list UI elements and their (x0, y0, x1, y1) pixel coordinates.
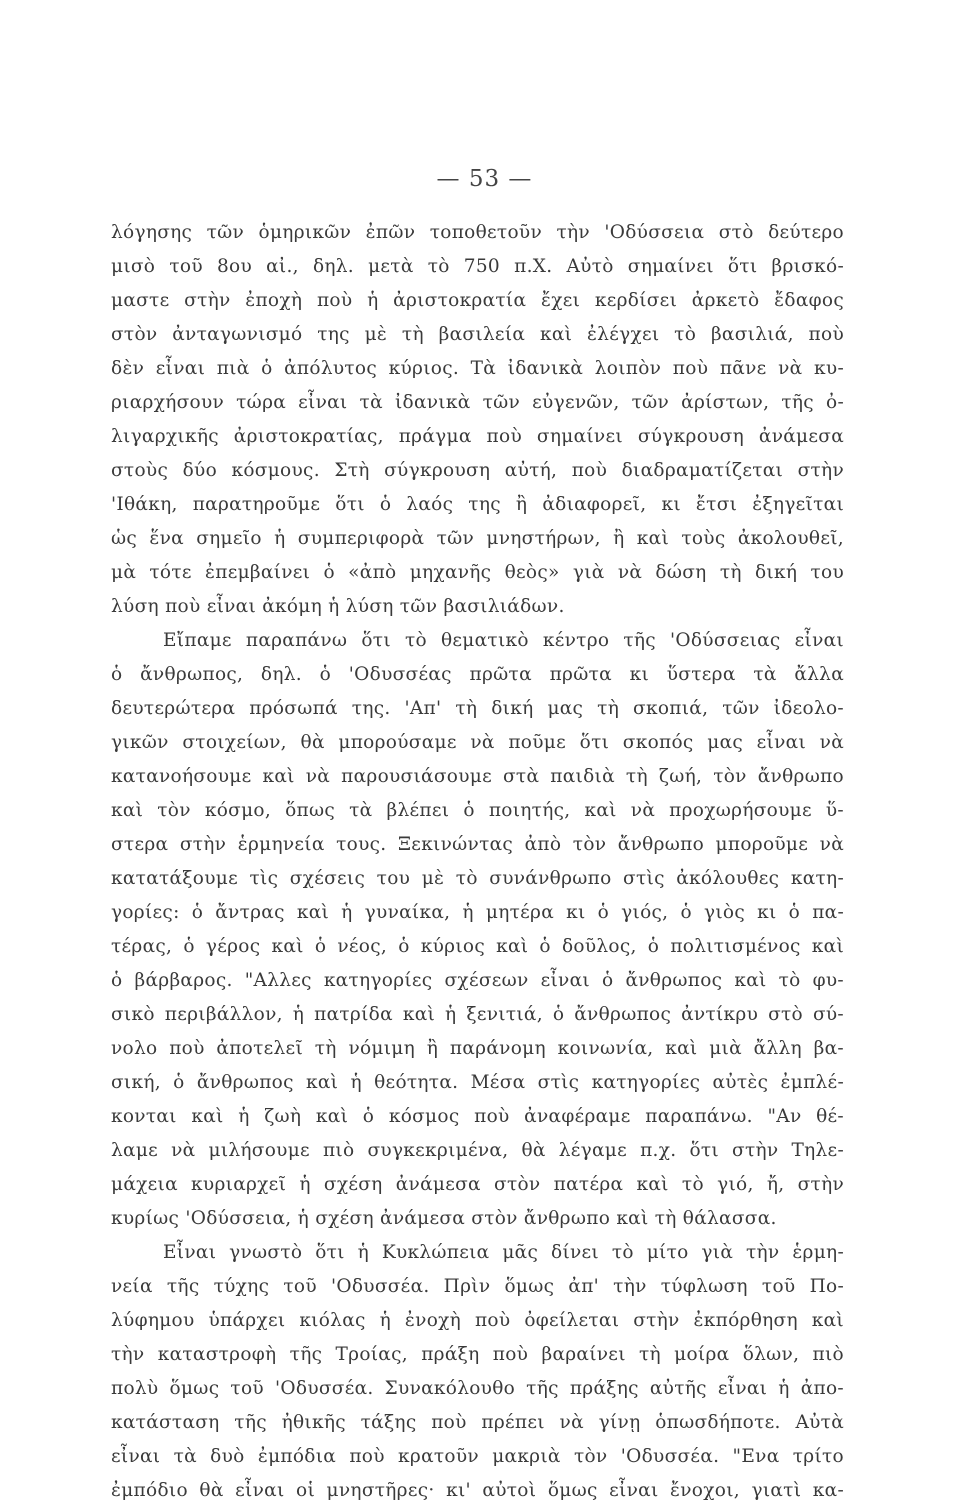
text-line: γικῶν στοιχείων, θὰ μπορούσαμε νὰ ποῦμε ὅτι σκοπός μας εἶναι νὰ (111, 732, 844, 753)
text-line: δὲν εἶναι πιὰ ὁ ἀπόλυτος κύριος. Τὰ ἰδανικὰ λοιπὸν ποὺ πᾶνε νὰ κυ- (111, 358, 844, 379)
text-line: μὰ τότε ἐπεμβαίνει ὁ «ἀπὸ μηχανῆς θεὸς» γιὰ νὰ δώση τὴ δική του (111, 562, 844, 583)
text-line: γορίες: ὁ ἄντρας καὶ ἡ γυναίκα, ἡ μητέρα κι ὁ γιός, ὁ γιὸς κι ὁ πα- (111, 902, 844, 923)
text-line: κατάσταση τῆς ἠθικῆς τάξης ποὺ πρέπει νὰ γίνῃ ὁπωσδήποτε. Αὐτὰ (111, 1412, 844, 1433)
text-line: κατανοήσουμε καὶ νὰ παρουσιάσουμε στὰ παιδιὰ τὴ ζωή, τὸν ἄνθρωπο (111, 766, 844, 787)
text-line: νολο ποὺ ἀποτελεῖ τὴ νόμιμη ἢ παράνομη κοινωνία, καὶ μιὰ ἄλλη βα- (111, 1038, 844, 1059)
text-line: μισὸ τοῦ 8ου αἰ., δηλ. μετὰ τὸ 750 π.Χ. Αὐτὸ σημαίνει ὅτι βρισκό- (111, 256, 844, 277)
text-line: Εἴπαμε παραπάνω ὅτι τὸ θεματικὸ κέντρο τῆς 'Οδύσσειας εἶναι (163, 630, 844, 651)
text-line: ὁ βάρβαρος. "Αλλες κατηγορίες σχέσεων εἶναι ὁ ἄνθρωπος καὶ τὸ φυ- (111, 970, 844, 991)
text-line: πολὺ ὅμως τοῦ 'Οδυσσέα. Συνακόλουθο τῆς πράξης αὐτῆς εἶναι ἡ ἀπο- (111, 1378, 844, 1399)
text-line: λύφημου ὑπάρχει κιόλας ἡ ἐνοχὴ ποὺ ὀφείλεται στὴν ἐκπόρθηση καὶ (111, 1310, 844, 1331)
text-line: ριαρχήσουν τώρα εἶναι τὰ ἰδανικὰ τῶν εὐγενῶν, τῶν ἀρίστων, τῆς ὀ- (111, 392, 844, 413)
text-line: εἶναι τὰ δυὸ ἐμπόδια ποὺ κρατοῦν μακριὰ τὸν 'Οδυσσέα. "Ενα τρίτο (111, 1446, 844, 1467)
body-text (111, 216, 844, 1508)
text-line: κονται καὶ ἡ ζωὴ καὶ ὁ κόσμος ποὺ ἀναφέραμε παραπάνω. "Αν θέ- (111, 1106, 844, 1127)
text-line: σικὸ περιβάλλον, ἡ πατρίδα καὶ ἡ ξενιτιά, ὁ ἄνθρωπος ἀντίκρυ στὸ σύ- (111, 1004, 844, 1025)
text-line: λαμε νὰ μιλήσουμε πιὸ συγκεκριμένα, θὰ λέγαμε π.χ. ὅτι στὴν Τηλε- (111, 1140, 844, 1161)
text-line: καὶ τὸν κόσμο, ὅπως τὰ βλέπει ὁ ποιητής, καὶ νὰ προχωρήσουμε ὕ- (111, 800, 844, 821)
text-line: στὸν ἀνταγωνισμό της μὲ τὴ βασιλεία καὶ ἐλέγχει τὸ βασιλιά, ποὺ (111, 324, 844, 345)
text-line: στοὺς δύο κόσμους. Στὴ σύγκρουση αὐτή, ποὺ διαδραματίζεται στὴν (111, 460, 844, 481)
text-line: λόγησης τῶν ὁμηρικῶν ἐπῶν τοποθετοῦν τὴν 'Οδύσσεια στὸ δεύτερο (111, 222, 844, 243)
text-line: λιγαρχικῆς ἀριστοκρατίας, πράγμα ποὺ σημαίνει σύγκρουση ἀνάμεσα (111, 426, 844, 447)
page-number: — 53 — (436, 166, 533, 192)
text-line: λύση ποὺ εἶναι ἀκόμη ἡ λύση τῶν βασιλιάδων. (111, 596, 565, 617)
text-line: τέρας, ὁ γέρος καὶ ὁ νέος, ὁ κύριος καὶ ὁ δοῦλος, ὁ πολιτισμένος καὶ (111, 936, 844, 957)
text-line: Εἶναι γνωστὸ ὅτι ἡ Κυκλώπεια μᾶς δίνει τὸ μίτο γιὰ τὴν ἑρμη- (163, 1242, 844, 1263)
text-line: δευτερώτερα πρόσωπά της. 'Απ' τὴ δική μας τὴ σκοπιά, τῶν ἰδεολο- (111, 698, 844, 719)
text-line: ὡς ἕνα σημεῖο ἡ συμπεριφορὰ τῶν μνηστήρων, ἢ καὶ τοὺς ἀκολουθεῖ, (111, 528, 844, 549)
text-line: κυρίως 'Οδύσσεια, ἡ σχέση ἀνάμεσα στὸν ἄνθρωπο καὶ τὴ θάλασσα. (111, 1208, 777, 1229)
text-line: μαστε στὴν ἐποχὴ ποὺ ἡ ἀριστοκρατία ἔχει κερδίσει ἀρκετὸ ἔδαφος (111, 290, 844, 311)
text-line: ἐμπόδιο θὰ εἶναι οἱ μνηστῆρες· κι' αὐτοὶ ὅμως εἶναι ἔνοχοι, γιατὶ κα- (111, 1480, 844, 1501)
text-line: στερα στὴν ἑρμηνεία τους. Ξεκινώντας ἀπὸ τὸν ἄνθρωπο μποροῦμε νὰ (111, 834, 844, 855)
text-line: ὁ ἄνθρωπος, δηλ. ὁ 'Οδυσσέας πρῶτα πρῶτα κι ὕστερα τὰ ἄλλα (111, 664, 844, 685)
text-line: κατατάξουμε τὶς σχέσεις του μὲ τὸ συνάνθρωπο στὶς ἀκόλουθες κατη- (111, 868, 844, 889)
text-line: νεία τῆς τύχης τοῦ 'Οδυσσέα. Πρὶν ὅμως ἀπ' τὴν τύφλωση τοῦ Πο- (111, 1276, 844, 1297)
text-line: τὴν καταστροφὴ τῆς Τροίας, πράξη ποὺ βαραίνει τὴ μοίρα ὅλων, πιὸ (111, 1344, 844, 1365)
text-line: σική, ὁ ἄνθρωπος καὶ ἡ θεότητα. Μέσα στὶς κατηγορίες αὐτὲς ἐμπλέ- (111, 1072, 844, 1093)
text-line: 'Ιθάκη, παρατηροῦμε ὅτι ὁ λαός της ἢ ἀδιαφορεῖ, κι ἔτσι ἐξηγεῖται (111, 494, 844, 515)
text-line: μάχεια κυριαρχεῖ ἡ σχέση ἀνάμεσα στὸν πατέρα καὶ τὸ γιό, ἤ, στὴν (111, 1174, 844, 1195)
